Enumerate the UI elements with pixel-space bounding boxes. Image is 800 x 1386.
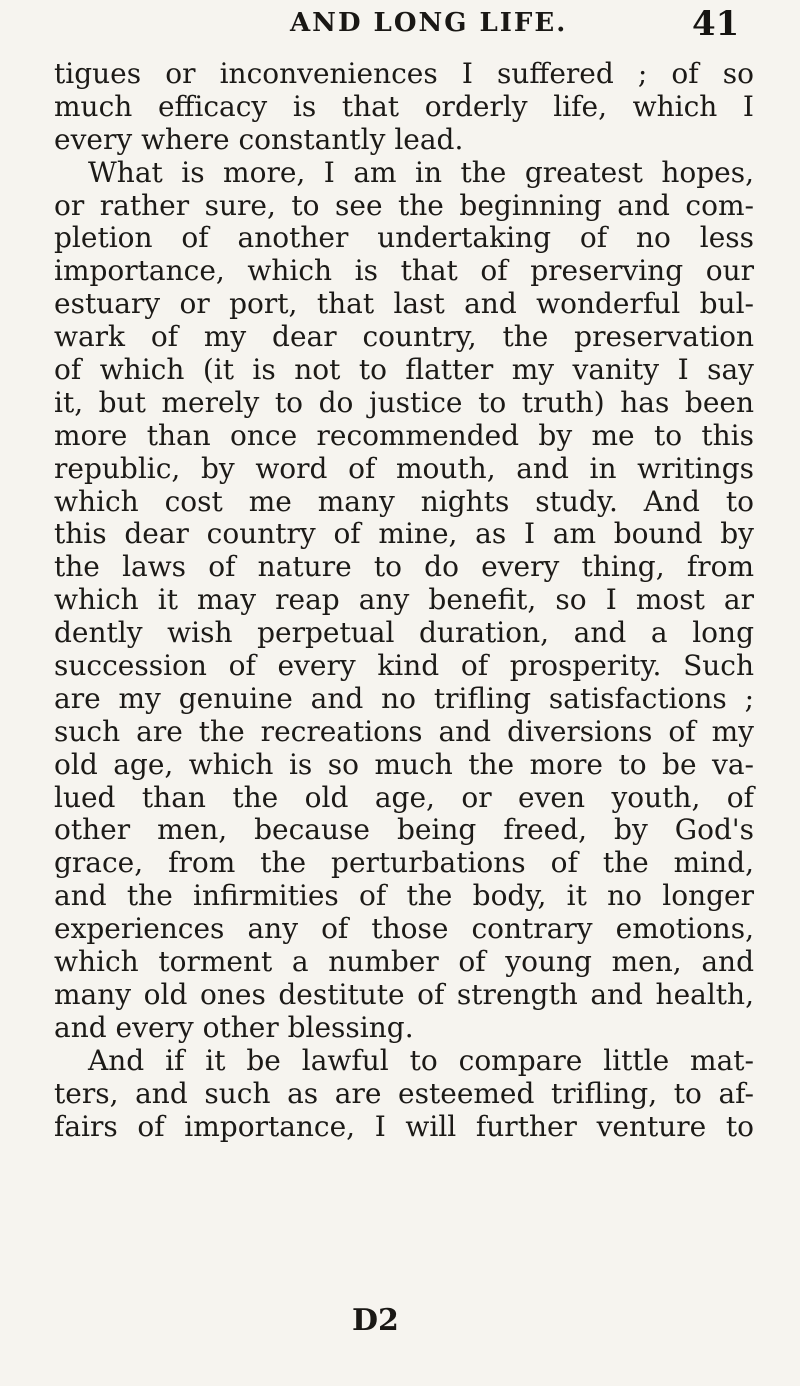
text-line: which it may reap any benefit, so I most ar — [54, 583, 754, 617]
text-line: wark of my dear country, the preservation — [54, 320, 754, 354]
text-line: much efficacy is that orderly life, which I — [54, 89, 754, 123]
text-line: of which (it is not to flatter my vanity I say — [54, 353, 754, 387]
text-line: pletion of another undertaking of no less — [54, 221, 754, 255]
running-title: AND LONG LIFE. — [290, 8, 568, 38]
text-line: many old ones destitute of strength and health, — [54, 977, 754, 1011]
text-line: lued than the old age, or even youth, of — [54, 780, 754, 814]
text-line: old age, which is so much the more to be va- — [54, 747, 754, 781]
text-line: which cost me many nights study. And to — [54, 484, 754, 518]
text-line: grace, from the perturbations of the mind, — [54, 846, 754, 880]
text-line: the laws of nature to do every thing, from — [54, 550, 754, 584]
text-line: and the infirmities of the body, it no longer — [54, 879, 754, 913]
text-line: succession of every kind of prosperity. Such — [54, 649, 754, 683]
text-line: are my genuine and no trifling satisfactions ; — [54, 681, 754, 715]
text-line: every where constantly lead. — [54, 122, 464, 156]
text-line: dently wish perpetual duration, and a long — [54, 616, 754, 650]
text-line: What is more, I am in the greatest hopes, — [88, 155, 754, 189]
text-line: and every other blessing. — [54, 1010, 414, 1044]
text-line: importance, which is that of preserving our — [54, 254, 754, 288]
text-line: fairs of importance, I will further venture to — [54, 1109, 754, 1143]
text-line: it, but merely to do justice to truth) has been — [54, 385, 754, 419]
signature-mark: D2 — [352, 1303, 399, 1338]
text-line: estuary or port, that last and wonderful bul- — [54, 287, 754, 321]
page-number: 41 — [692, 4, 740, 44]
text-line: or rather sure, to see the beginning and com- — [54, 188, 754, 222]
body-text — [54, 58, 754, 1143]
text-line: tigues or inconveniences I suffered ; of so — [54, 57, 754, 90]
text-line: such are the recreations and diversions of my — [54, 714, 754, 748]
text-line: more than once recommended by me to this — [54, 418, 754, 452]
text-line: And if it be lawful to compare little mat- — [88, 1043, 754, 1077]
text-line: ters, and such as are esteemed trifling, to af- — [54, 1076, 754, 1110]
text-line: which torment a number of young men, and — [54, 945, 754, 979]
text-line: experiences any of those contrary emotions, — [54, 912, 754, 946]
text-line: republic, by word of mouth, and in writings — [54, 451, 754, 485]
running-header — [0, 4, 800, 44]
text-line: this dear country of mine, as I am bound by — [54, 517, 754, 551]
text-line: other men, because being freed, by God's — [54, 813, 754, 847]
